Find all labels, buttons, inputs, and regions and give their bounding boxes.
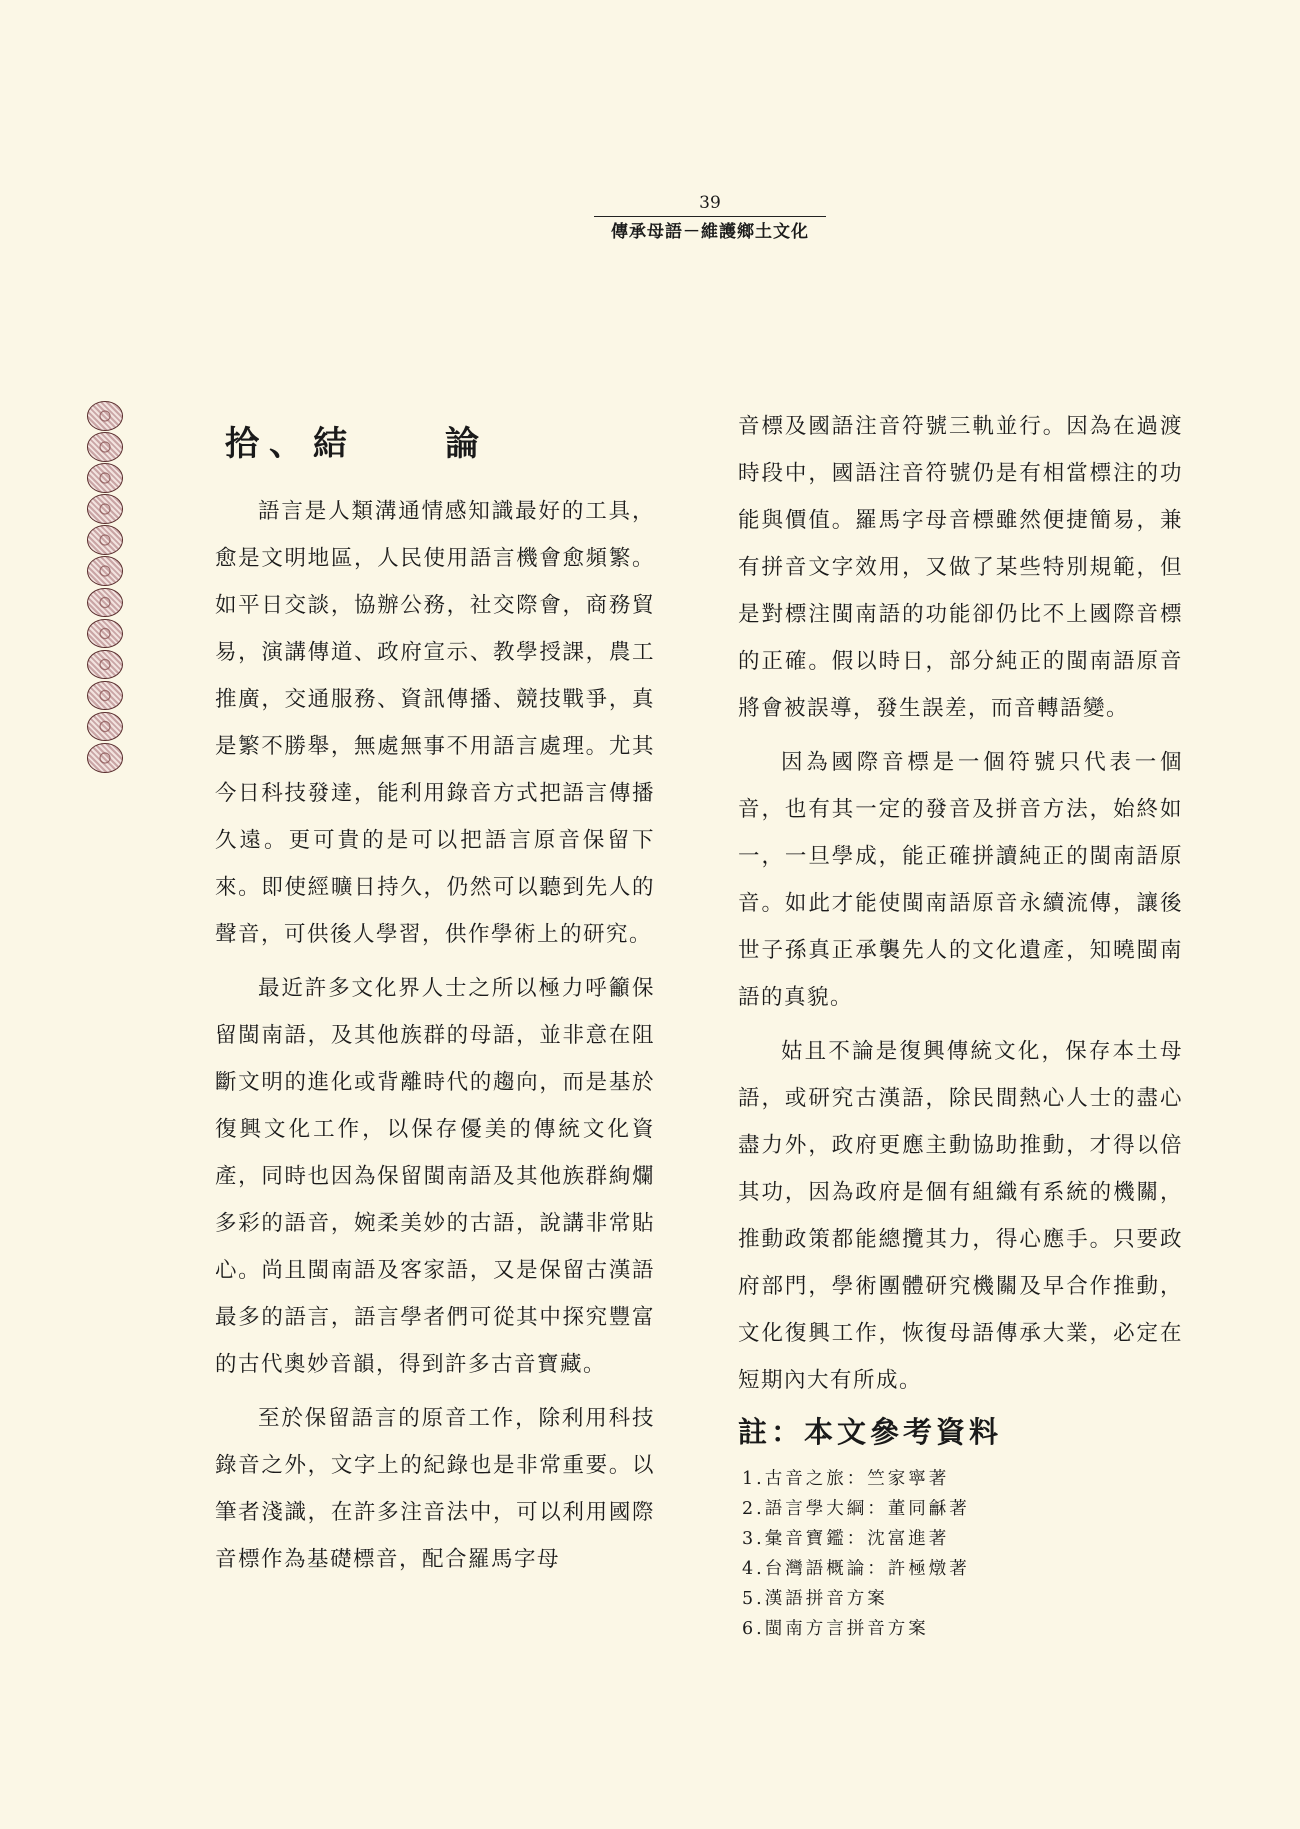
reference-item: 6.閩南方言拼音方案 <box>742 1619 929 1639</box>
ornament-medallion-icon <box>87 494 123 524</box>
reference-item: 4.台灣語概論：許極燉著 <box>742 1559 970 1579</box>
ornament-medallion-icon <box>87 556 123 586</box>
header-rule <box>594 216 826 217</box>
ornament-medallion-icon <box>87 463 123 493</box>
ornament-medallion-icon <box>87 432 123 462</box>
right-column <box>738 403 1183 1644</box>
ornament-medallion-icon <box>87 681 123 711</box>
reference-item: 1.古音之旅：竺家寧著 <box>742 1469 950 1489</box>
body-paragraph: 姑且不論是復興傳統文化，保存本土母語，或研究古漢語，除民間熱心人士的盡心盡力外，政府更應主動協助推動，才得以倍其功，因為政府是個有組織有系統的機關，推動政策都能總攬其力，得心應手。只要政府部門，學術團體研究機關及早合作推動，文化復興工作，恢復母語傳承大業，必定在短期內大有所成。 <box>738 1039 1183 1393</box>
page-number: 39 <box>699 193 721 213</box>
page-header <box>590 192 830 244</box>
left-column <box>215 410 655 1583</box>
ornament-medallion-icon <box>87 588 123 618</box>
body-paragraph: 語言是人類溝通情感知識最好的工具，愈是文明地區，人民使用語言機會愈頻繁。如平日交談，協辦公務，社交際會，商務貿易，演講傳道、政府宣示、教學授課，農工推廣，交通服務、資訊傳播、競技戰爭，真是繁不勝舉，無處無事不用語言處理。尤其今日科技發達，能利用錄音方式把語言傳播久遠。更可貴的是可以把語言原音保留下來。即使經曠日持久，仍然可以聽到先人的聲音，可供後人學習，供作學術上的研究。 <box>215 499 655 947</box>
references-heading: 註：本文參考資料 <box>738 1415 1003 1449</box>
running-title: 傳承母語－維護鄉土文化 <box>611 222 809 242</box>
body-paragraph-continued: 音標及國語注音符號三軌並行。因為在過渡時段中，國語注音符號仍是有相當標注的功能與價值。羅馬字母音標雖然便捷簡易，兼有拼音文字效用，又做了某些特別規範，但是對標注閩南語的功能卻仍比不上國際音標的正確。假以時日，部分純正的閩南語原音將會被誤導，發生誤差，而音轉語變。 <box>738 414 1183 721</box>
ornament-medallion-icon <box>87 401 123 431</box>
ornament-medallion-icon <box>87 712 123 742</box>
body-paragraph: 最近許多文化界人士之所以極力呼籲保留閩南語，及其他族群的母語，並非意在阻斷文明的進化或背離時代的趨向，而是基於復興文化工作，以保存優美的傳統文化資產，同時也因為保留閩南語及其他族群絢爛多彩的語音，婉柔美妙的古語，說講非常貼心。尚且閩南語及客家語，又是保留古漢語最多的語言，語言學者們可從其中探究豐富的古代奧妙音韻，得到許多古音寶藏。 <box>215 976 655 1377</box>
ornament-medallion-icon <box>87 619 123 649</box>
reference-item: 3.彙音寶鑑：沈富進著 <box>742 1529 950 1549</box>
body-paragraph: 因為國際音標是一個符號只代表一個音，也有其一定的發音及拼音方法，始終如一，一旦學成，能正確拼讀純正的閩南語原音。如此才能使閩南語原音永續流傳，讓後世子孫真正承襲先人的文化遺產，知曉閩南語的真貌。 <box>738 750 1183 1010</box>
references-list <box>742 1464 1183 1644</box>
decorative-ornament-column <box>87 401 123 774</box>
section-heading: 拾、結 論 <box>225 424 489 464</box>
body-paragraph: 至於保留語言的原音工作，除利用科技錄音之外，文字上的紀錄也是非常重要。以筆者淺識，在許多注音法中，可以利用國際音標作為基礎標音，配合羅馬字母 <box>215 1406 655 1572</box>
ornament-medallion-icon <box>87 525 123 555</box>
reference-item: 2.語言學大綱：董同龢著 <box>742 1499 970 1519</box>
ornament-medallion-icon <box>87 650 123 680</box>
reference-item: 5.漢語拼音方案 <box>742 1589 888 1609</box>
ornament-medallion-icon <box>87 743 123 773</box>
